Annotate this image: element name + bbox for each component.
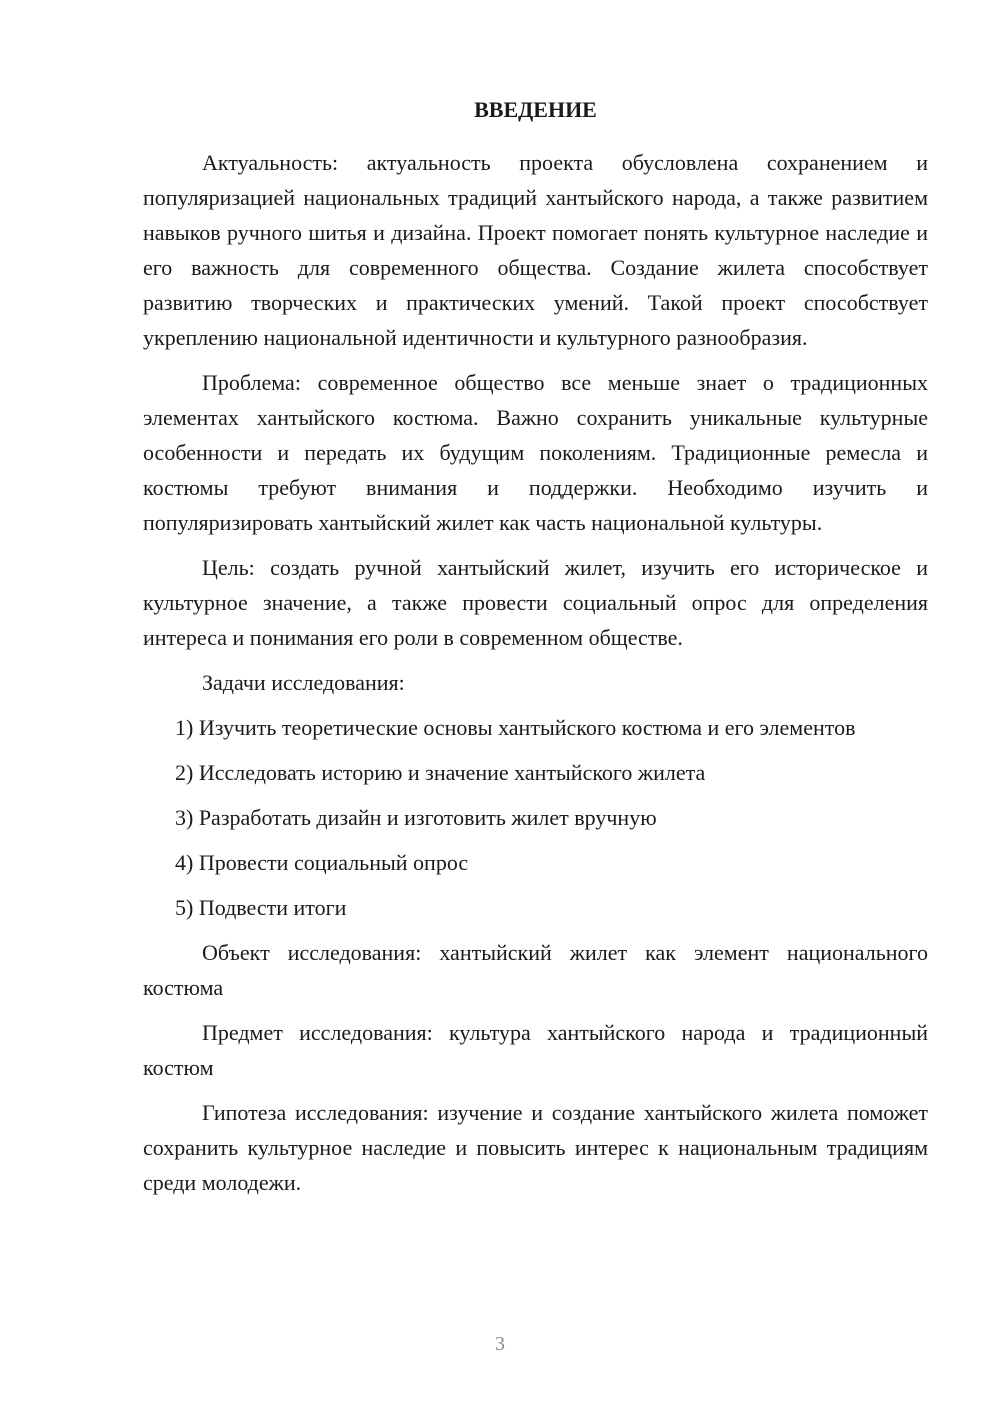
problem-paragraph: Проблема: современное общество все меньше знает о традиционных элементах хантыйского костюма. Важно сохранить уникальные культурные особенности и передать их будущим поколениям. Традиционные ремесла и костюмы требуют внимания и поддержки. Необходимо изучить и популяризировать хантыйский жилет как часть национальной культуры. [143,370,928,535]
task-item-3: 3) Разработать дизайн и изготовить жилет вручную [175,805,657,830]
section-heading: ВВЕДЕНИЕ [474,97,597,122]
task-item-1: 1) Изучить теоретические основы хантыйского костюма и его элементов [175,715,856,740]
object-paragraph: Объект исследования: хантыйский жилет как элемент национального костюма [143,940,928,1000]
task-item-5: 5) Подвести итоги [175,895,347,920]
goal-paragraph: Цель: создать ручной хантыйский жилет, изучить его историческое и культурное значение, а также провести социальный опрос для определения интереса и понимания его роли в современном обществе. [143,555,928,650]
subject-paragraph: Предмет исследования: культура хантыйского народа и традиционный костюм [143,1020,928,1080]
task-item-4: 4) Провести социальный опрос [175,850,469,875]
page-number: 3 [495,1333,505,1355]
hypothesis-paragraph: Гипотеза исследования: изучение и создание хантыйского жилета поможет сохранить культурное наследие и повысить интерес к национальным традициям среди молодежи. [143,1100,928,1195]
tasks-title: Задачи исследования: [202,670,405,695]
document-body [143,95,928,1210]
relevance-paragraph: Актуальность: актуальность проекта обусловлена сохранением и популяризацией национальных традиций хантыйского народа, а также развитием навыков ручного шитья и дизайна. Проект помогает понять культурное наследие и его важность для современного общества. Создание жилета способствует развитию творческих и практических умений. Такой проект способствует укреплению национальной идентичности и культурного разнообразия. [143,150,928,350]
task-item-2: 2) Исследовать историю и значение хантыйского жилета [175,760,706,785]
